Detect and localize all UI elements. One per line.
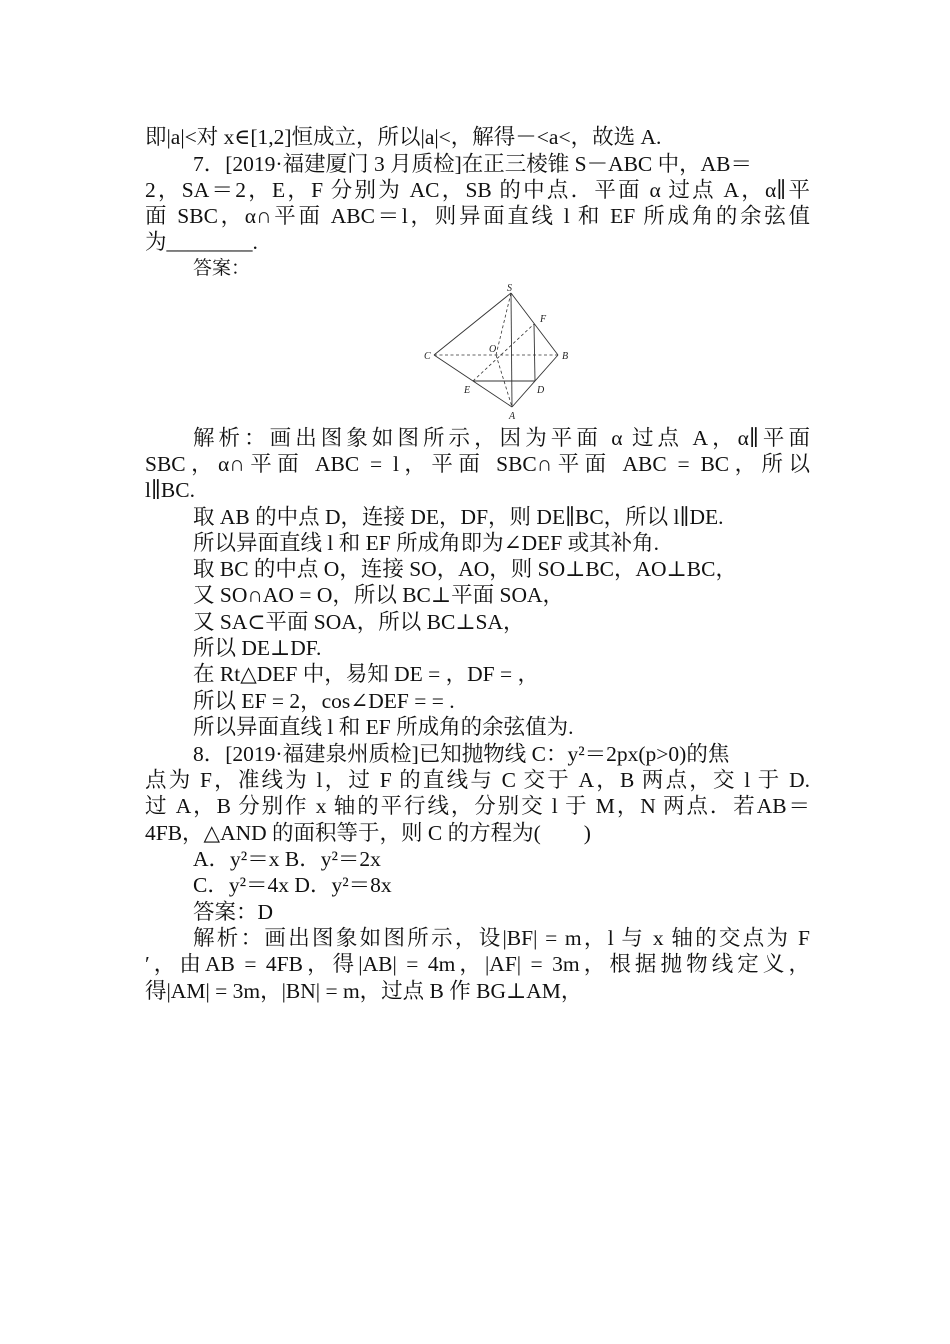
question-7-line-4: 为________. xyxy=(145,230,258,254)
answer-label-7: 答案： xyxy=(193,257,251,279)
solution-7-line-3: l∥BC. xyxy=(145,478,195,502)
solution-7-line-12: 所以异面直线 l 和 EF 所成角的余弦值为. xyxy=(193,715,574,739)
label-e: E xyxy=(464,385,471,396)
solution-7-line-1: 解析：画出图象如图所示，因为平面 α 过点 A，α∥平面 xyxy=(193,426,810,450)
edge-sc xyxy=(434,293,511,355)
text-line-1: 即|a|<对 x∈[1,2]恒成立，所以|a|<，解得－<a<，故选 A. xyxy=(145,125,662,149)
question-7-line-1: 7．[2019·福建厦门 3 月质检]在正三棱锥 S－ABC 中，AB＝ xyxy=(193,152,753,176)
label-o: O xyxy=(489,344,497,355)
solution-7-line-7: 又 SO∩AO = O，所以 BC⊥平面 SOA， xyxy=(193,583,565,607)
solution-7-line-10: 在 Rt△DEF 中，易知 DE = ，DF = ， xyxy=(193,662,539,686)
edge-sa xyxy=(511,293,512,407)
label-s: S xyxy=(507,283,512,294)
pyramid-figure xyxy=(420,280,580,425)
segment-fd xyxy=(534,324,535,381)
solution-7-line-5: 所以异面直线 l 和 EF 所成角即为∠DEF 或其补角. xyxy=(193,531,659,555)
option-line-cd: C．y²＝4x D．y²＝8x xyxy=(193,873,392,897)
solution-8-line-1: 解析：画出图象如图所示，设|BF| = m，l 与 x 轴的交点为 F xyxy=(193,926,810,950)
solution-8-line-2: ′，由AB = 4FB，得|AB| = 4m，|AF| = 3m，根据抛物线定义， xyxy=(145,952,810,976)
question-8-line-3: 过 A，B 分别作 x 轴的平行线，分别交 l 于 M，N 两点．若AB＝ xyxy=(145,794,810,818)
label-a: A xyxy=(509,411,516,422)
answer-label-8: 答案：D xyxy=(193,900,274,924)
segment-ef-hidden xyxy=(473,324,534,381)
segment-so-hidden xyxy=(496,293,511,355)
solution-7-line-8: 又 SA⊂平面 SOA，所以 BC⊥SA， xyxy=(193,610,525,634)
question-8-line-4: 4FB，△AND 的面积等于，则 C 的方程为( ) xyxy=(145,821,591,845)
option-line-ab: A．y²＝x B．y²＝2x xyxy=(193,847,381,871)
question-7-line-3: 面 SBC，α∩平面 ABC＝l，则异面直线 l 和 EF 所成角的余弦值 xyxy=(145,204,810,228)
label-d: D xyxy=(537,385,545,396)
label-b: B xyxy=(562,351,569,362)
question-8-line-1: 8．[2019·福建泉州质检]已知抛物线 C：y²＝2px(p>0)的焦 xyxy=(193,742,730,766)
question-8-line-2: 点为 F，准线为 l，过 F 的直线与 C 交于 A，B 两点，交 l 于 D. xyxy=(145,768,810,792)
solution-7-line-6: 取 BC 的中点 O，连接 SO，AO，则 SO⊥BC，AO⊥BC， xyxy=(193,557,737,581)
solution-8-line-3: 得|AM| = 3m，|BN| = m，过点 B 作 BG⊥AM， xyxy=(145,979,583,1003)
label-c: C xyxy=(424,351,431,362)
solution-7-line-9: 所以 DE⊥DF. xyxy=(193,636,322,660)
solution-7-line-11: 所以 EF = 2，cos∠DEF = = . xyxy=(193,689,455,713)
label-f: F xyxy=(540,314,547,325)
solution-7-line-4: 取 AB 的中点 D，连接 DE，DF，则 DE∥BC，所以 l∥DE. xyxy=(193,505,724,529)
solution-7-line-2: SBC，α∩平面 ABC = l，平面 SBC∩平面 ABC = BC，所以 xyxy=(145,452,810,476)
question-7-line-2: 2，SA＝2，E，F 分别为 AC，SB 的中点．平面 α 过点 A，α∥平 xyxy=(145,178,810,202)
